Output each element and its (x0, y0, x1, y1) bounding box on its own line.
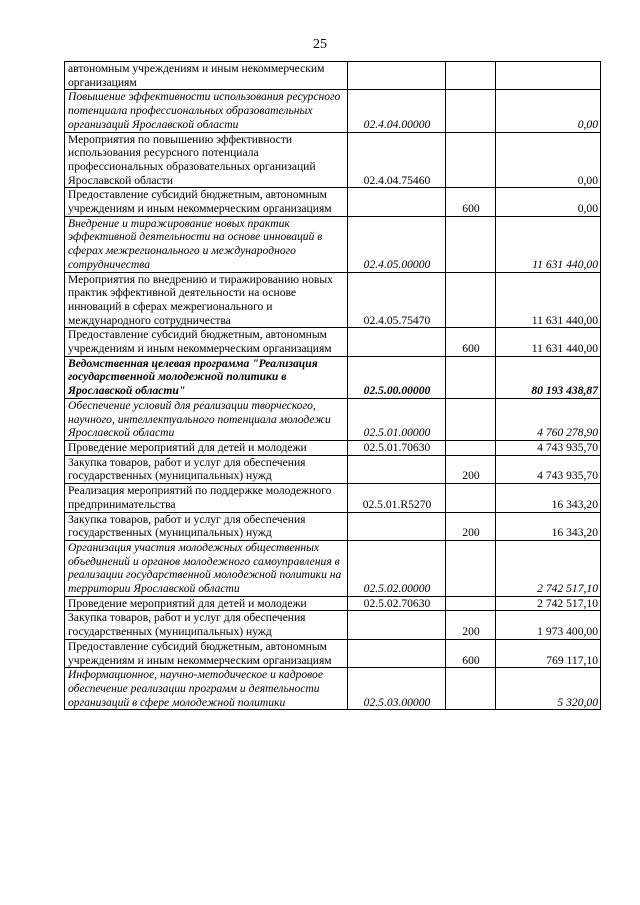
budget-table (64, 61, 601, 710)
row-amount-cell: 0,00 (496, 132, 601, 188)
row-type-cell: 600 (446, 188, 496, 216)
table-row (65, 639, 601, 667)
table-row (65, 398, 601, 440)
budget-table-body (65, 62, 601, 710)
row-amount-cell: 0,00 (496, 90, 601, 132)
row-type-cell (446, 272, 496, 328)
row-code-cell (348, 611, 446, 639)
row-code-cell: 02.4.05.00000 (348, 216, 446, 272)
row-name-cell: Предоставление субсидий бюджетным, автономным учреждениям и иным некоммерческим организациям (65, 188, 348, 216)
row-code-cell (348, 455, 446, 483)
row-type-cell (446, 62, 496, 90)
row-amount-cell (496, 62, 601, 90)
row-code-cell: 02.5.01.R5270 (348, 484, 446, 512)
row-amount-cell: 769 117,10 (496, 639, 601, 667)
row-code-cell: 02.5.01.70630 (348, 440, 446, 455)
table-row (65, 668, 601, 710)
row-name-cell: Организация участия молодежных общественных объединений и органов молодежного самоуправления в реализации государственной молодежной политики на территории Ярославской области (65, 540, 348, 596)
row-amount-cell: 16 343,20 (496, 484, 601, 512)
table-row (65, 90, 601, 132)
row-name-cell: Внедрение и тиражирование новых практик эффективной деятельности на основе инноваций в сферах межрегионального и международного сотрудничества (65, 216, 348, 272)
row-name-cell: Информационное, научно-методическое и кадровое обеспечение реализации программ и деятельности организаций в сфере молодежной политики (65, 668, 348, 710)
row-name-cell: Предоставление субсидий бюджетным, автономным учреждениям и иным некоммерческим организациям (65, 639, 348, 667)
row-name-cell: Закупка товаров, работ и услуг для обеспечения государственных (муниципальных) нужд (65, 455, 348, 483)
row-name-cell: Предоставление субсидий бюджетным, автономным учреждениям и иным некоммерческим организациям (65, 328, 348, 356)
row-name-cell: Закупка товаров, работ и услуг для обеспечения государственных (муниципальных) нужд (65, 611, 348, 639)
row-name-cell: Закупка товаров, работ и услуг для обеспечения государственных (муниципальных) нужд (65, 512, 348, 540)
row-code-cell (348, 62, 446, 90)
row-amount-cell: 11 631 440,00 (496, 328, 601, 356)
row-type-cell: 200 (446, 611, 496, 639)
row-type-cell (446, 596, 496, 611)
row-type-cell (446, 540, 496, 596)
table-row (65, 216, 601, 272)
row-name-cell: Ведомственная целевая программа "Реализация государственной молодежной политики в Ярославской области" (65, 356, 348, 398)
row-name-cell: автономным учреждениям и иным некоммерческим организациям (65, 62, 348, 90)
table-row (65, 540, 601, 596)
row-code-cell: 02.4.04.75460 (348, 132, 446, 188)
row-name-cell: Обеспечение условий для реализации творческого, научного, интеллектуального потенциала молодежи Ярославской области (65, 398, 348, 440)
row-amount-cell: 4 760 278,90 (496, 398, 601, 440)
row-type-cell: 200 (446, 512, 496, 540)
row-type-cell (446, 356, 496, 398)
row-code-cell (348, 328, 446, 356)
row-code-cell: 02.4.05.75470 (348, 272, 446, 328)
table-row (65, 455, 601, 483)
row-name-cell: Мероприятия по повышению эффективности использования ресурсного потенциала профессиональных образовательных организаций Ярославской области (65, 132, 348, 188)
table-row (65, 484, 601, 512)
table-row (65, 272, 601, 328)
row-amount-cell: 1 973 400,00 (496, 611, 601, 639)
row-code-cell: 02.5.01.00000 (348, 398, 446, 440)
row-type-cell (446, 132, 496, 188)
table-row (65, 132, 601, 188)
row-amount-cell: 11 631 440,00 (496, 216, 601, 272)
row-amount-cell: 2 742 517,10 (496, 596, 601, 611)
table-row (65, 62, 601, 90)
row-name-cell: Проведение мероприятий для детей и молодежи (65, 596, 348, 611)
table-row (65, 611, 601, 639)
table-row (65, 512, 601, 540)
row-code-cell: 02.5.03.00000 (348, 668, 446, 710)
table-row (65, 188, 601, 216)
row-code-cell: 02.5.00.00000 (348, 356, 446, 398)
row-type-cell: 200 (446, 455, 496, 483)
row-type-cell: 600 (446, 639, 496, 667)
row-amount-cell: 0,00 (496, 188, 601, 216)
row-code-cell (348, 188, 446, 216)
row-code-cell: 02.4.04.00000 (348, 90, 446, 132)
row-type-cell (446, 484, 496, 512)
table-row (65, 356, 601, 398)
page-number: 25 (313, 37, 327, 52)
row-type-cell (446, 216, 496, 272)
row-amount-cell: 16 343,20 (496, 512, 601, 540)
row-type-cell (446, 90, 496, 132)
row-type-cell (446, 440, 496, 455)
row-amount-cell: 5 320,00 (496, 668, 601, 710)
row-type-cell (446, 398, 496, 440)
row-amount-cell: 2 742 517,10 (496, 540, 601, 596)
row-name-cell: Реализация мероприятий по поддержке молодежного предпринимательства (65, 484, 348, 512)
row-amount-cell: 80 193 438,87 (496, 356, 601, 398)
row-code-cell (348, 512, 446, 540)
row-amount-cell: 4 743 935,70 (496, 440, 601, 455)
table-row (65, 440, 601, 455)
row-code-cell: 02.5.02.70630 (348, 596, 446, 611)
row-amount-cell: 4 743 935,70 (496, 455, 601, 483)
row-amount-cell: 11 631 440,00 (496, 272, 601, 328)
row-code-cell: 02.5.02.00000 (348, 540, 446, 596)
row-name-cell: Мероприятия по внедрению и тиражированию новых практик эффективной деятельности на основе инноваций в сферах межрегионального и международного сотрудничества (65, 272, 348, 328)
row-code-cell (348, 639, 446, 667)
row-type-cell (446, 668, 496, 710)
row-name-cell: Проведение мероприятий для детей и молодежи (65, 440, 348, 455)
row-type-cell: 600 (446, 328, 496, 356)
table-row (65, 596, 601, 611)
table-row (65, 328, 601, 356)
row-name-cell: Повышение эффективности использования ресурсного потенциала профессиональных образовательных организаций Ярославской области (65, 90, 348, 132)
